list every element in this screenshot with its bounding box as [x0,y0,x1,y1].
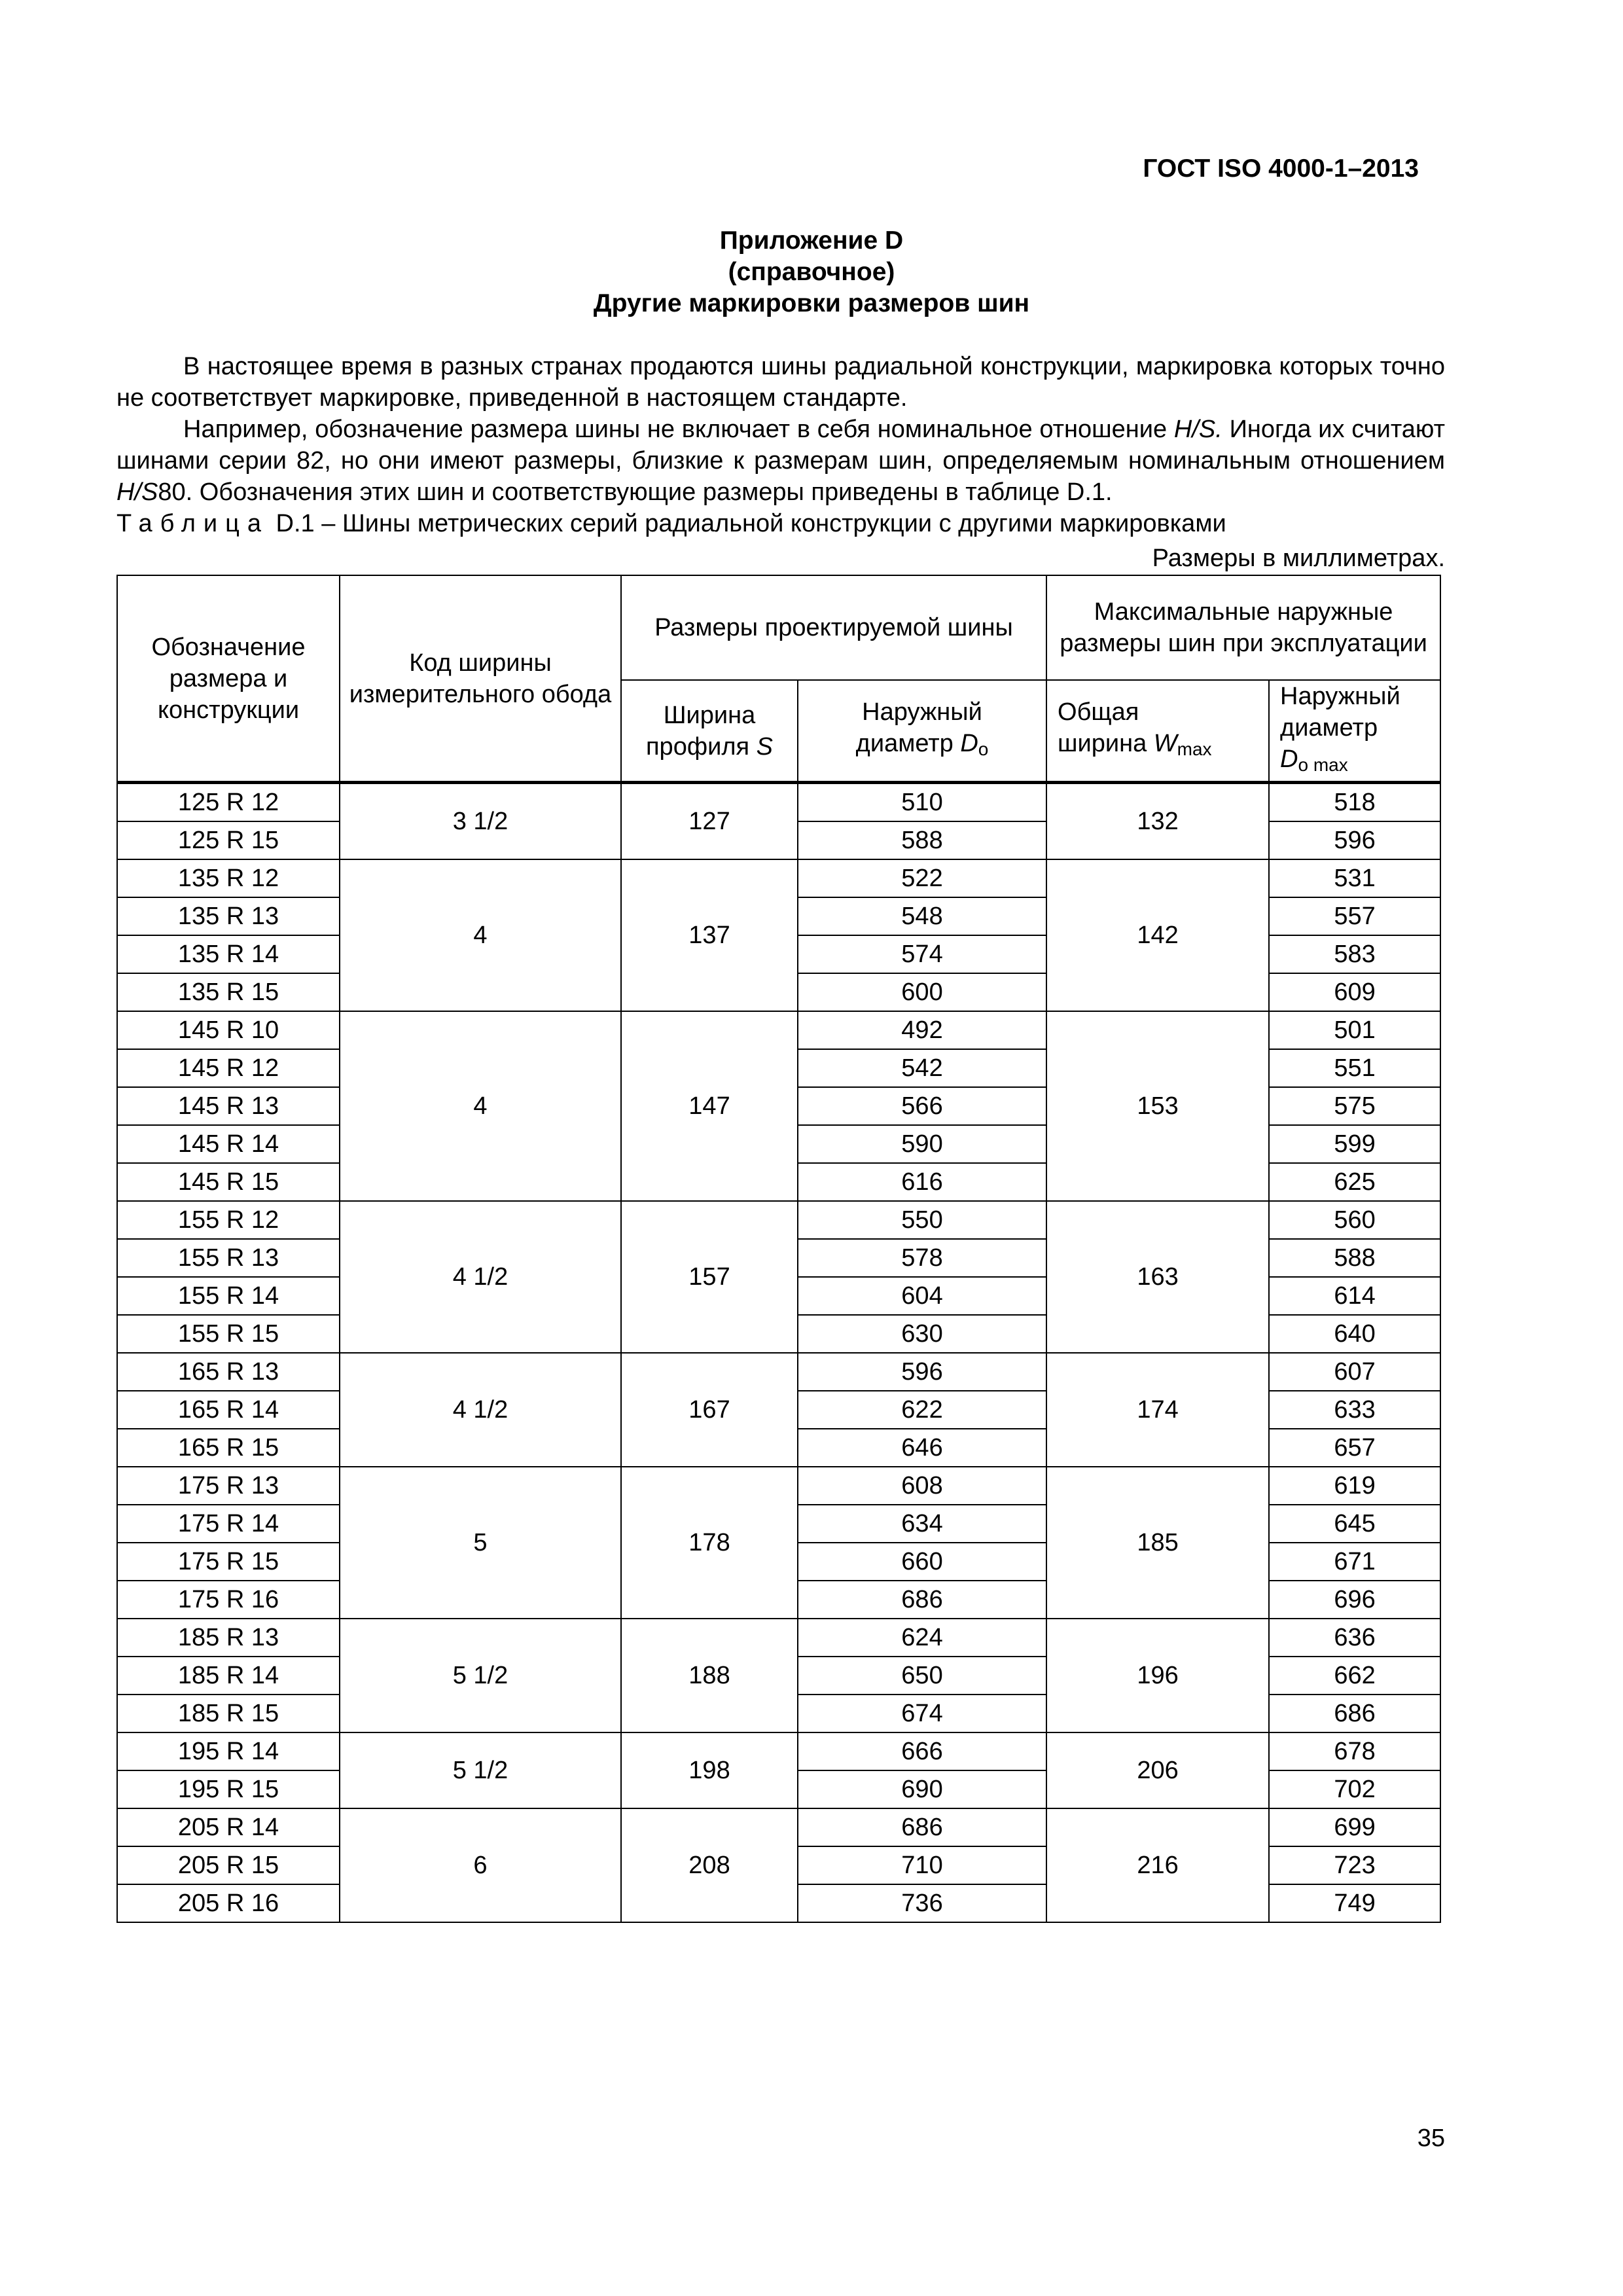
header-total-width: Общая ширина $W_{max}$ [1046,680,1269,783]
cell-max-outer-diameter: 686 [1269,1695,1440,1732]
cell-section-width: 178 [621,1467,798,1619]
cell-section-width: 137 [621,859,798,1011]
cell-section-width: 198 [621,1732,798,1808]
table-row [117,1011,1440,1049]
p2-part-a: Например, обозначение размера шины не включает в себя номинальное отношение [183,416,1174,443]
cell-designation: 145 R 13 [117,1087,340,1125]
cell-outer-diameter: 548 [798,897,1046,935]
cell-designation: 185 R 13 [117,1619,340,1657]
cell-max-outer-diameter: 596 [1269,821,1440,859]
cell-designation: 125 R 12 [117,783,340,822]
cell-designation: 175 R 16 [117,1581,340,1619]
appendix-status: (справочное) [728,258,895,286]
cell-section-width: 127 [621,783,798,860]
cell-designation: 165 R 13 [117,1353,340,1391]
table-row [117,1619,1440,1657]
cell-outer-diameter: 622 [798,1391,1046,1429]
cell-max-outer-diameter: 749 [1269,1884,1440,1922]
cell-outer-diameter: 630 [798,1315,1046,1353]
cell-max-outer-diameter: 699 [1269,1808,1440,1846]
table-row [117,1467,1440,1505]
cell-outer-diameter: 510 [798,783,1046,822]
cell-max-outer-diameter: 645 [1269,1505,1440,1543]
cell-total-width: 163 [1046,1201,1269,1353]
cell-outer-diameter: 608 [798,1467,1046,1505]
table-row [117,1808,1440,1846]
cell-total-width: 216 [1046,1808,1269,1922]
cell-max-outer-diameter: 702 [1269,1770,1440,1808]
cell-designation: 205 R 16 [117,1884,340,1922]
cell-outer-diameter: 522 [798,859,1046,897]
cell-max-outer-diameter: 501 [1269,1011,1440,1049]
cell-designation: 145 R 14 [117,1125,340,1163]
cell-max-outer-diameter: 678 [1269,1732,1440,1770]
cell-outer-diameter: 646 [798,1429,1046,1467]
cell-max-outer-diameter: 560 [1269,1201,1440,1239]
cell-max-outer-diameter: 531 [1269,859,1440,897]
cell-total-width: 153 [1046,1011,1269,1201]
cell-max-outer-diameter: 625 [1269,1163,1440,1201]
cell-rim-code: 4 1/2 [340,1201,621,1353]
cell-max-outer-diameter: 671 [1269,1543,1440,1581]
cell-total-width: 174 [1046,1353,1269,1467]
table-row [117,1201,1440,1239]
table-row [117,1353,1440,1391]
cell-rim-code: 5 1/2 [340,1732,621,1808]
cell-rim-code: 4 [340,859,621,1011]
cell-max-outer-diameter: 518 [1269,783,1440,822]
cell-designation: 155 R 12 [117,1201,340,1239]
cell-outer-diameter: 686 [798,1581,1046,1619]
cell-designation: 175 R 13 [117,1467,340,1505]
appendix-subtitle: Другие маркировки размеров шин [593,289,1030,317]
cell-designation: 135 R 15 [117,973,340,1011]
cell-max-outer-diameter: 607 [1269,1353,1440,1391]
cell-outer-diameter: 588 [798,821,1046,859]
cell-max-outer-diameter: 723 [1269,1846,1440,1884]
cell-designation: 155 R 13 [117,1239,340,1277]
paragraph-1: В настоящее время в разных странах продаются шины радиальной конструкции, маркировка которых точно не соответствует маркировке, приведенной в настоящем стандарте. [116,353,1445,412]
cell-outer-diameter: 690 [798,1770,1046,1808]
appendix-title: Приложение D [719,226,904,255]
document-header: ГОСТ ISO 4000-1–2013 [1143,154,1419,183]
cell-max-outer-diameter: 557 [1269,897,1440,935]
cell-section-width: 188 [621,1619,798,1732]
page-number: 35 [1417,2125,1445,2152]
header-outer-diameter: Наружный диаметр $D_o$ [798,680,1046,783]
cell-designation: 175 R 14 [117,1505,340,1543]
cell-max-outer-diameter: 657 [1269,1429,1440,1467]
cell-outer-diameter: 686 [798,1808,1046,1846]
cell-max-outer-diameter: 599 [1269,1125,1440,1163]
cell-max-outer-diameter: 614 [1269,1277,1440,1315]
header-design-dimensions: Размеры проектируемой шины [621,575,1046,680]
cell-designation: 205 R 14 [117,1808,340,1846]
cell-rim-code: 3 1/2 [340,783,621,860]
table-row [117,1732,1440,1770]
cell-designation: 185 R 14 [117,1657,340,1695]
cell-designation: 165 R 14 [117,1391,340,1429]
cell-outer-diameter: 624 [798,1619,1046,1657]
cell-rim-code: 4 [340,1011,621,1201]
cell-section-width: 147 [621,1011,798,1201]
cell-designation: 135 R 12 [117,859,340,897]
cell-section-width: 157 [621,1201,798,1353]
table-row [117,859,1440,897]
cell-outer-diameter: 616 [798,1163,1046,1201]
cell-designation: 135 R 14 [117,935,340,973]
table-caption-text: D.1 – Шины метрических серий радиальной конструкции с другими маркировками [269,510,1226,537]
cell-outer-diameter: 542 [798,1049,1046,1087]
cell-total-width: 142 [1046,859,1269,1011]
cell-max-outer-diameter: 583 [1269,935,1440,973]
cell-designation: 165 R 15 [117,1429,340,1467]
cell-designation: 195 R 14 [117,1732,340,1770]
cell-total-width: 196 [1046,1619,1269,1732]
cell-rim-code: 5 [340,1467,621,1619]
cell-outer-diameter: 674 [798,1695,1046,1732]
p2-hs-ratio: H/S. [1173,416,1222,443]
cell-designation: 195 R 15 [117,1770,340,1808]
cell-section-width: 208 [621,1808,798,1922]
cell-max-outer-diameter: 575 [1269,1087,1440,1125]
cell-designation: 175 R 15 [117,1543,340,1581]
p2-hs-ratio-2: H/S [116,478,158,506]
header-rim-code: Код ширины измерительного обода [340,575,621,783]
units-note: Размеры в миллиметрах. [1152,545,1445,572]
cell-designation: 145 R 10 [117,1011,340,1049]
cell-max-outer-diameter: 588 [1269,1239,1440,1277]
header-section-width: Ширина профиля S [621,680,798,783]
cell-designation: 205 R 15 [117,1846,340,1884]
cell-designation: 155 R 14 [117,1277,340,1315]
body-text [116,351,1445,539]
cell-max-outer-diameter: 619 [1269,1467,1440,1505]
cell-outer-diameter: 666 [798,1732,1046,1770]
cell-outer-diameter: 578 [798,1239,1046,1277]
cell-outer-diameter: 600 [798,973,1046,1011]
table-caption [116,508,1445,539]
cell-outer-diameter: 604 [798,1277,1046,1315]
cell-outer-diameter: 634 [798,1505,1046,1543]
cell-max-outer-diameter: 551 [1269,1049,1440,1087]
cell-max-outer-diameter: 609 [1269,973,1440,1011]
cell-outer-diameter: 550 [798,1201,1046,1239]
cell-designation: 125 R 15 [117,821,340,859]
cell-total-width: 206 [1046,1732,1269,1808]
cell-max-outer-diameter: 633 [1269,1391,1440,1429]
header-designation: Обозначение размера и конструкции [117,575,340,783]
p2-part-b: Иногда их считают шинами серии 82, но они имеют размеры, близкие к размерам шин, определяемым номинальным отношением [116,416,1445,475]
cell-outer-diameter: 650 [798,1657,1046,1695]
cell-outer-diameter: 596 [798,1353,1046,1391]
cell-outer-diameter: 736 [798,1884,1046,1922]
table-body [117,783,1440,1923]
cell-outer-diameter: 660 [798,1543,1046,1581]
cell-total-width: 132 [1046,783,1269,860]
cell-max-outer-diameter: 696 [1269,1581,1440,1619]
cell-designation: 155 R 15 [117,1315,340,1353]
cell-outer-diameter: 566 [798,1087,1046,1125]
cell-designation: 135 R 13 [117,897,340,935]
paragraph-2 [116,414,1445,508]
header-max-outer-diameter: Наружный диаметр $D_{o max}$ [1269,680,1440,783]
cell-max-outer-diameter: 640 [1269,1315,1440,1353]
table-row [117,783,1440,822]
cell-outer-diameter: 492 [798,1011,1046,1049]
cell-designation: 145 R 12 [117,1049,340,1087]
cell-outer-diameter: 590 [798,1125,1046,1163]
cell-outer-diameter: 710 [798,1846,1046,1884]
cell-total-width: 185 [1046,1467,1269,1619]
p2-part-c: 80. Обозначения этих шин и соответствующие размеры приведены в таблице D.1. [158,478,1113,506]
cell-rim-code: 6 [340,1808,621,1922]
cell-outer-diameter: 574 [798,935,1046,973]
cell-rim-code: 5 1/2 [340,1619,621,1732]
tire-dimensions-table [116,575,1441,1923]
appendix-heading [0,225,1623,319]
cell-designation: 185 R 15 [117,1695,340,1732]
table-caption-word: Таблица [116,510,269,537]
cell-rim-code: 4 1/2 [340,1353,621,1467]
cell-section-width: 167 [621,1353,798,1467]
cell-max-outer-diameter: 662 [1269,1657,1440,1695]
cell-max-outer-diameter: 636 [1269,1619,1440,1657]
cell-designation: 145 R 15 [117,1163,340,1201]
header-max-dimensions: Максимальные наружные размеры шин при эксплуатации [1046,575,1440,680]
